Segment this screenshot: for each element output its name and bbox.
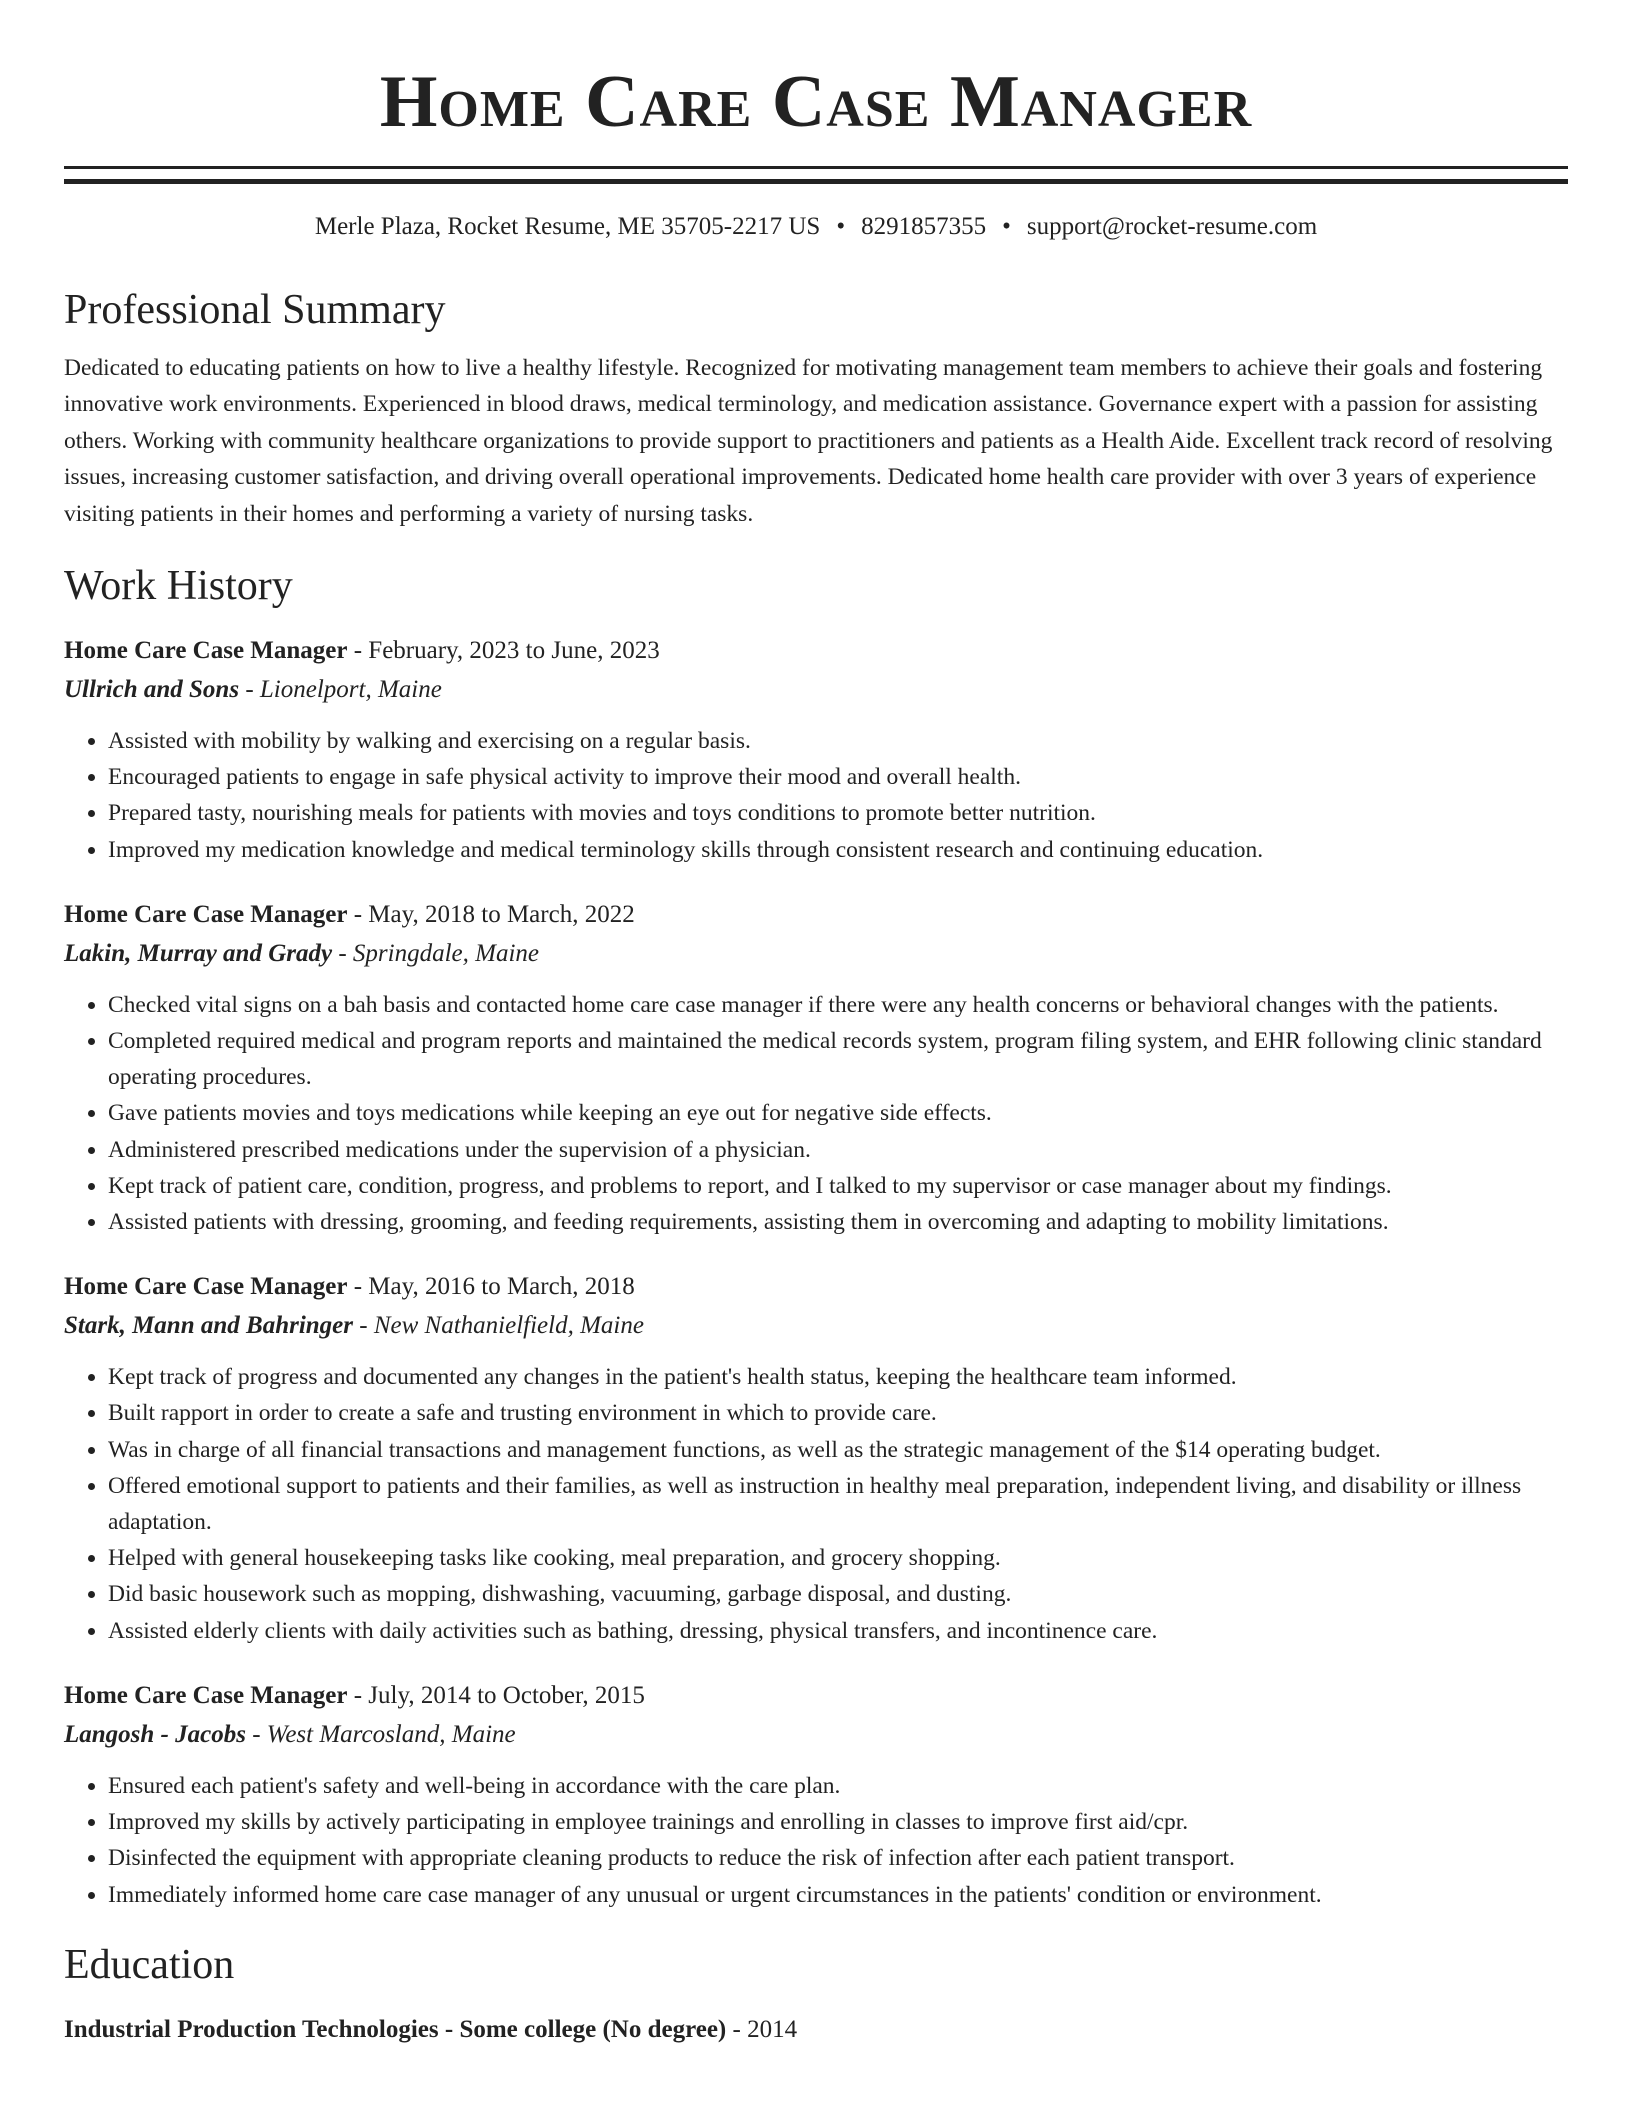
- contact-line: [64, 210, 1568, 244]
- job-company: Ullrich and Sons: [64, 676, 240, 704]
- job-bullet: • Completed required medical and program reports and maintained the medical records system, program filing system, and EHR following clinic standard operating procedures.: [108, 1023, 1568, 1095]
- job-bullet: • Prepared tasty, nourishing meals for patients with movies and toys conditions to promote better nutrition.: [108, 795, 1568, 831]
- job-bullet: • Encouraged patients to engage in safe physical activity to improve their mood and overall health.: [108, 759, 1568, 795]
- job-title: Home Care Case Manager: [64, 1681, 348, 1709]
- job-company-line: [64, 670, 1568, 709]
- education-year: - 2014: [726, 2015, 798, 2043]
- job-company: Stark, Mann and Bahringer: [64, 1312, 354, 1340]
- job-bullets: [64, 723, 1568, 868]
- job-bullet: • Improved my skills by actively participating in employee trainings and enrolling in classes to improve first aid/cpr.: [108, 1804, 1568, 1840]
- job-bullet: • Gave patients movies and toys medications while keeping an eye out for negative side effects.: [108, 1095, 1568, 1131]
- job-title: Home Care Case Manager: [64, 637, 348, 665]
- resume-title: Home Care Case Manager: [379, 61, 1253, 143]
- contact-email: support@rocket-resume.com: [1026, 213, 1318, 240]
- job-bullets: [64, 1359, 1568, 1649]
- job-bullet: • Did basic housework such as mopping, dishwashing, vacuuming, garbage disposal, and dusting.: [108, 1576, 1568, 1612]
- job-bullet: • Assisted patients with dressing, grooming, and feeding requirements, assisting them in overcoming and adapting to mobility limitations.: [108, 1204, 1568, 1240]
- job-title-line: [64, 896, 1568, 934]
- education-entry: [64, 2011, 1568, 2049]
- job-title-line: [64, 1677, 1568, 1715]
- education-heading: Education: [64, 1941, 235, 1988]
- job-bullet: • Kept track of patient care, condition, progress, and problems to report, and I talked to my supervisor or case manager about my findings.: [108, 1168, 1568, 1204]
- job-bullets: [64, 1768, 1568, 1913]
- job-company-line: [64, 934, 1568, 973]
- job-location: - West Marcosland, Maine: [245, 1720, 516, 1748]
- education-degree: Industrial Production Technologies - Some college (No degree): [64, 2015, 727, 2043]
- job-bullet: • Administered prescribed medications under the supervision of a physician.: [108, 1132, 1568, 1168]
- job-bullet: • Assisted with mobility by walking and exercising on a regular basis.: [108, 723, 1568, 759]
- title-divider: [64, 166, 1568, 184]
- job-bullet: • Helped with general housekeeping tasks like cooking, meal preparation, and grocery shopping.: [108, 1540, 1568, 1576]
- job-bullet: • Checked vital signs on a bah basis and contacted home care case manager if there were any health concerns or behavioral changes with the patients.: [108, 987, 1568, 1023]
- job-bullet: • Was in charge of all financial transactions and management functions, as well as the strategic management of the $14 operating budget.: [108, 1432, 1568, 1468]
- job-dates: - May, 2016 to March, 2018: [347, 1273, 635, 1301]
- summary-text: Dedicated to educating patients on how to live a healthy lifestyle. Recognized for motivating management team members to achieve their goals and fostering innovative work environments. Experienced in blood draws, medical terminology, and medication assistance. Governance expert with a passion for assisting others. Working with community healthcare organizations to provide support to practitioners and patients as a Health Aide. Excellent track record of resolving issues, increasing customer satisfaction, and driving overall operational improvements. Dedicated home health care provider with over 3 years of experience visiting patients in their homes and performing a variety of nursing tasks.: [64, 355, 1553, 527]
- job-company-line: [64, 1715, 1568, 1754]
- job-title-line: [64, 632, 1568, 670]
- job-location: - Springdale, Maine: [332, 939, 540, 967]
- contact-separator: •: [836, 213, 846, 240]
- job-bullet: • Kept track of progress and documented any changes in the patient's health status, keeping the healthcare team informed.: [108, 1359, 1568, 1395]
- job-bullet: • Offered emotional support to patients and their families, as well as instruction in healthy meal preparation, independent living, and disability or illness adaptation.: [108, 1468, 1568, 1540]
- job-dates: - July, 2014 to October, 2015: [347, 1681, 645, 1709]
- job-dates: - May, 2018 to March, 2022: [347, 900, 635, 928]
- summary-heading: Professional Summary: [64, 287, 446, 333]
- job-bullet: • Disinfected the equipment with appropriate cleaning products to reduce the risk of infection after each patient transport.: [108, 1840, 1568, 1876]
- job-title: Home Care Case Manager: [64, 900, 348, 928]
- job-bullet: • Immediately informed home care case manager of any unusual or urgent circumstances in the patients' condition or environment.: [108, 1877, 1568, 1913]
- job-entry: [64, 896, 1568, 1240]
- contact-separator: •: [1002, 213, 1011, 240]
- job-entry: [64, 1268, 1568, 1649]
- job-bullets: [64, 987, 1568, 1240]
- job-bullet: • Built rapport in order to create a safe and trusting environment in which to provide care.: [108, 1395, 1568, 1431]
- contact-address: Merle Plaza, Rocket Resume, ME 35705-2217 US: [314, 213, 821, 240]
- job-company-line: [64, 1306, 1568, 1345]
- work-history-heading: Work History: [64, 563, 293, 610]
- job-location: - New Nathanielfield, Maine: [353, 1312, 644, 1340]
- job-title-line: [64, 1268, 1568, 1306]
- job-bullet: • Ensured each patient's safety and well-being in accordance with the care plan.: [108, 1768, 1568, 1804]
- job-dates: - February, 2023 to June, 2023: [347, 637, 660, 665]
- job-bullet: • Assisted elderly clients with daily activities such as bathing, dressing, physical transfers, and incontinence care.: [108, 1613, 1568, 1649]
- job-title: Home Care Case Manager: [64, 1273, 348, 1301]
- job-company: Langosh - Jacobs: [64, 1720, 246, 1748]
- contact-phone: 8291857355: [861, 213, 987, 240]
- job-bullet: • Improved my medication knowledge and medical terminology skills through consistent research and continuing education.: [108, 832, 1568, 868]
- job-company: Lakin, Murray and Grady: [64, 939, 333, 967]
- job-location: - Lionelport, Maine: [239, 676, 442, 704]
- job-entry: [64, 632, 1568, 868]
- job-entry: [64, 1677, 1568, 1913]
